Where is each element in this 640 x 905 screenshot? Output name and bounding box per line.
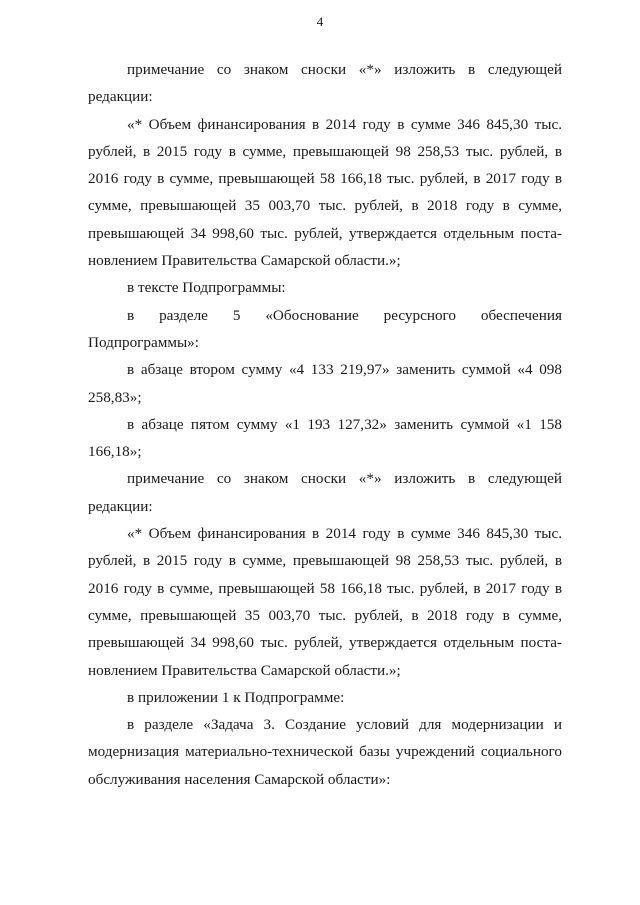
paragraph-fifth-abzac: в абзаце пятом сумму «1 193 127,32» заменить суммой «1 158 166,18»; [88, 415, 562, 461]
paragraph-financing-1: «* Объем финансирования в 2014 году в сумме 346 845,30 тыс. рублей, в 2015 году в сумме, превышающей 98 258,53 тыс. рублей, в 2016 году в сумме, превышающей 58 166,18 тыс. рублей, в 2017 году в сумме, превышающей 35 003,70 тыс. рублей, в 2018 году в сумме, превышающей 34 998,60 тыс. рублей, утверждается отдельным поста-новлением Правительства Самарской области.»; [88, 115, 562, 270]
paragraph-financing-2: «* Объем финансирования в 2014 году в сумме 346 845,30 тыс. рублей, в 2015 году в сумме, превышающей 98 258,53 тыс. рублей, в 2016 году в сумме, превышающей 58 166,18 тыс. рублей, в 2017 году в сумме, превышающей 35 003,70 тыс. рублей, в 2018 году в сумме, превышающей 34 998,60 тыс. рублей, утверждается отдельным поста-новлением Правительства Самарской области.»; [88, 525, 562, 679]
paragraph-appendix-1: в приложении 1 к Подпрограмме: [127, 688, 345, 706]
paragraph-footnote-note-2: примечание со знаком сноски «*» изложить в следующей редакции: [88, 470, 562, 515]
page-number: 4 [316, 14, 324, 29]
document-body [88, 56, 562, 793]
paragraph-subprogram-text: в тексте Подпрограммы: [127, 279, 286, 297]
paragraph-section-5: в разделе 5 «Обоснование ресурсного обеспечения Подпрограммы»: [88, 306, 562, 351]
paragraph-footnote-note-1: примечание со знаком сноски «*» изложить в следующей редакции: [88, 61, 562, 106]
paragraph-task-3: в разделе «Задача 3. Создание условий для модернизации и модернизация материально-технической базы учреждений социального обслуживания населения Самарской области»: [88, 716, 562, 788]
paragraph-second-abzac: в абзаце втором сумму «4 133 219,97» заменить суммой «4 098 258,83»; [88, 361, 562, 406]
